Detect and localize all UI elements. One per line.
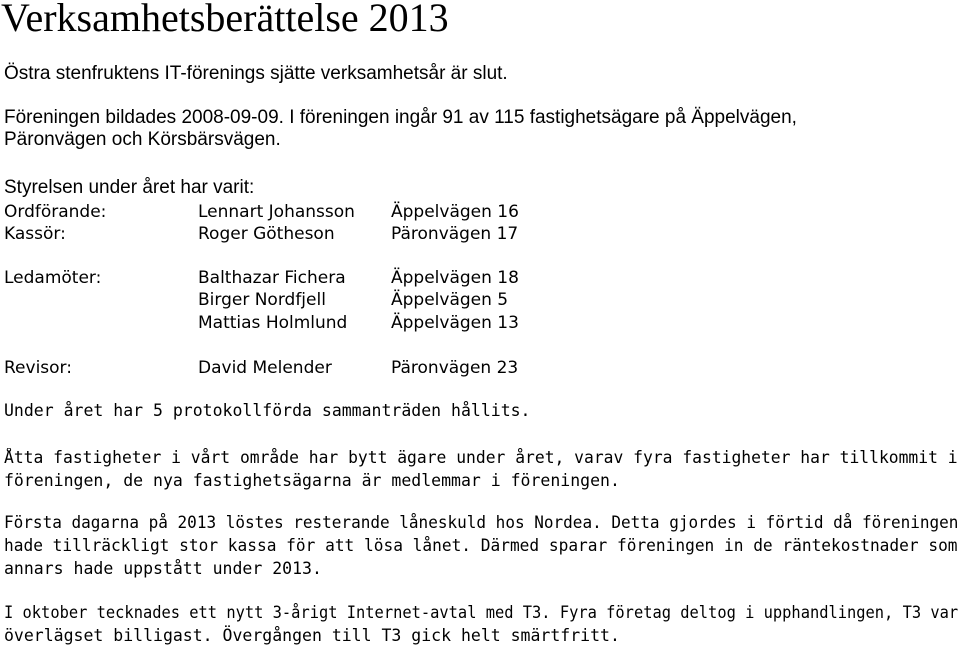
board-member-name: David Melender [198, 358, 332, 378]
board-role: Ordförande: [4, 202, 107, 222]
meetings-paragraph: Under året har 5 protokollförda sammanträden hållits. [4, 401, 531, 420]
board-member-name: Roger Götheson [198, 224, 335, 244]
properties-paragraph-line-2: föreningen, de nya fastighetsägarna är medlemmar i föreningen. [4, 471, 620, 490]
board-member-name: Balthazar Fichera [198, 268, 346, 288]
loan-paragraph-line-2: hade tillräckligt stor kassa för att lösa lånet. Därmed sparar föreningen in de räntekostnader som [4, 536, 958, 555]
board-member-address: Äppelvägen 13 [391, 313, 519, 333]
board-member-address: Päronvägen 17 [391, 224, 519, 244]
loan-paragraph-line-1: Första dagarna på 2013 löstes resterande låneskuld hos Nordea. Detta gjordes i förtid då föreningen [4, 513, 959, 532]
board-row-member [0, 312, 959, 334]
board-row-chair [0, 201, 959, 223]
board-role: Revisor: [4, 358, 72, 378]
board-member-address: Äppelvägen 5 [391, 290, 509, 310]
board-row-member [0, 289, 959, 311]
properties-paragraph-line-1: Åtta fastigheter i vårt område har bytt ägare under året, varav fyra fastigheter har tillkommit i [4, 448, 958, 467]
board-member-name: Birger Nordfjell [198, 290, 326, 310]
board-member-address: Päronvägen 23 [391, 358, 519, 378]
board-member-address: Äppelvägen 16 [391, 202, 519, 222]
board-role: Kassör: [4, 224, 66, 244]
internet-paragraph-line-1: I oktober tecknades ett nytt 3-årigt Internet-avtal med T3. Fyra företag deltog i upphandlingen, T3 var [4, 603, 959, 622]
board-role: Ledamöter: [4, 268, 102, 288]
board-member-name: Lennart Johansson [198, 202, 355, 222]
board-row-member [0, 267, 959, 289]
board-row-auditor [0, 357, 959, 379]
board-member-address: Äppelvägen 18 [391, 268, 519, 288]
intro-paragraph: Östra stenfruktens IT-förenings sjätte verksamhetsår är slut. [4, 63, 508, 84]
board-heading: Styrelsen under året har varit: [4, 177, 255, 198]
document-title: Verksamhetsberättelse 2013 [1, 0, 449, 40]
founded-paragraph-line-1: Föreningen bildades 2008-09-09. I föreningen ingår 91 av 115 fastighetsägare på Äppelvägen, [4, 107, 797, 128]
internet-paragraph-line-2: överlägset billigast. Övergången till T3 gick helt smärtfritt. [4, 626, 620, 645]
founded-paragraph-line-2: Päronvägen och Körsbärsvägen. [4, 129, 281, 150]
board-row-treasurer [0, 223, 959, 245]
board-member-name: Mattias Holmlund [198, 313, 348, 333]
loan-paragraph-line-3: annars hade uppstått under 2013. [4, 559, 322, 578]
